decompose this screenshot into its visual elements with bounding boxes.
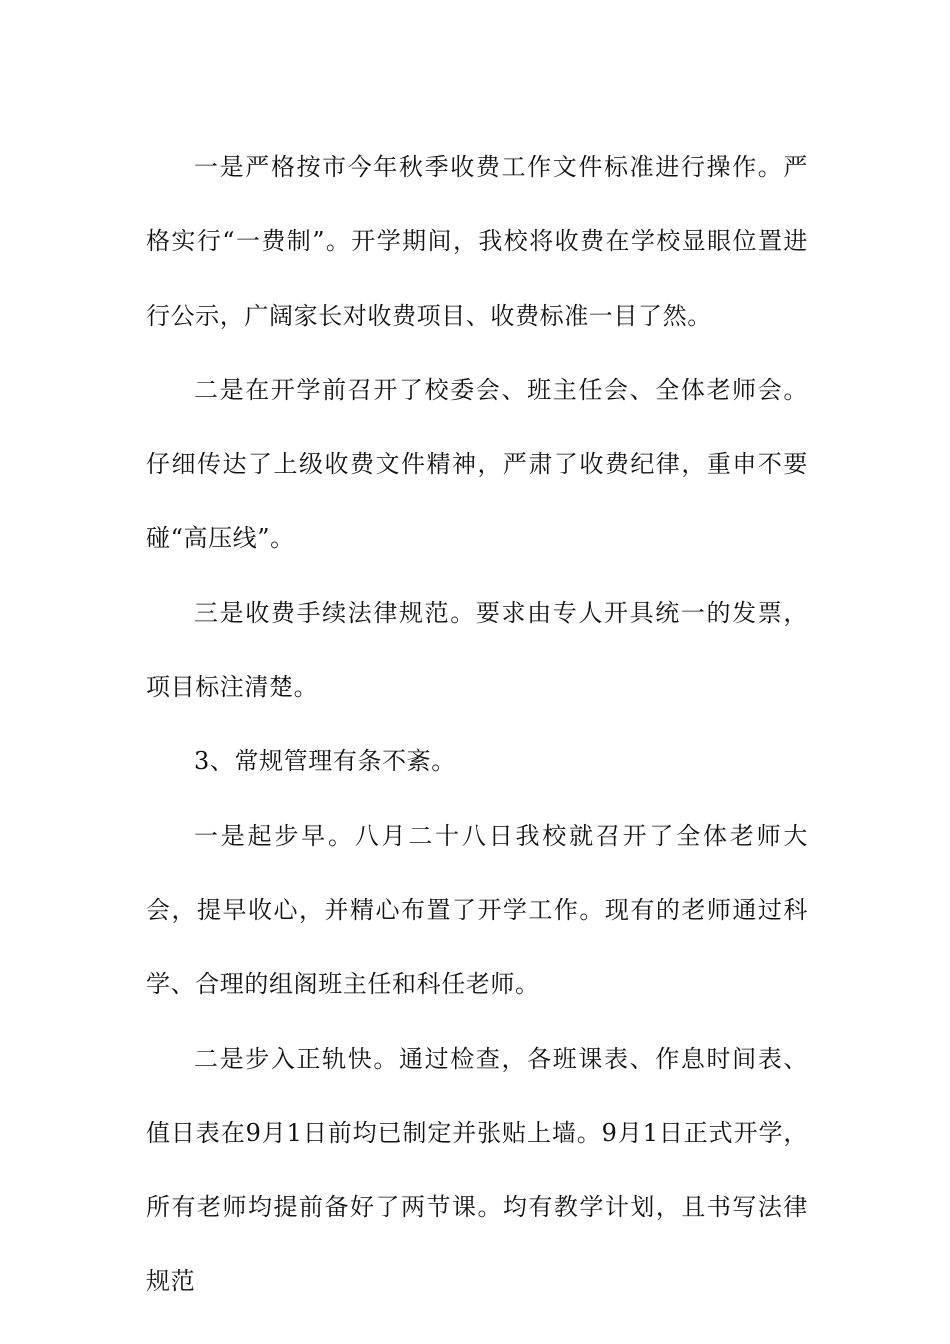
paragraph-fee-standard: 一是严格按市今年秋季收费工作文件标准进行操作。严格实行“一费制”。开学期间，我校将收费在学校显眼位置进行公示，广阔家长对收费项目、收费标准一目了然。 [146, 153, 808, 330]
document-body [146, 130, 808, 1319]
paragraph-early-start: 一是起步早。八月二十八日我校就召开了全体老师大会，提早收心，并精心布置了开学工作。现有的老师通过科学、合理的组阁班主任和科任老师。 [146, 821, 808, 999]
paragraph-fee-procedures: 三是收费手续法律规范。要求由专人开具统一的发票，项目标注清楚。 [146, 598, 808, 702]
paragraph-meetings: 二是在开学前召开了校委会、班主任会、全体老师会。仔细传达了上级收费文件精神，严肃了收费纪律，重申不要碰“高压线”。 [146, 375, 808, 553]
section-heading-routine-management: 3、常规管理有条不紊。 [194, 747, 456, 776]
paragraph-on-track: 二是步入正轨快。通过检查，各班课表、作息时间表、值日表在9月1日前均已制定并张贴上墙。9月1日正式开学，所有老师均提前备好了两节课。均有教学计划，且书写法律规范 [146, 1044, 808, 1296]
